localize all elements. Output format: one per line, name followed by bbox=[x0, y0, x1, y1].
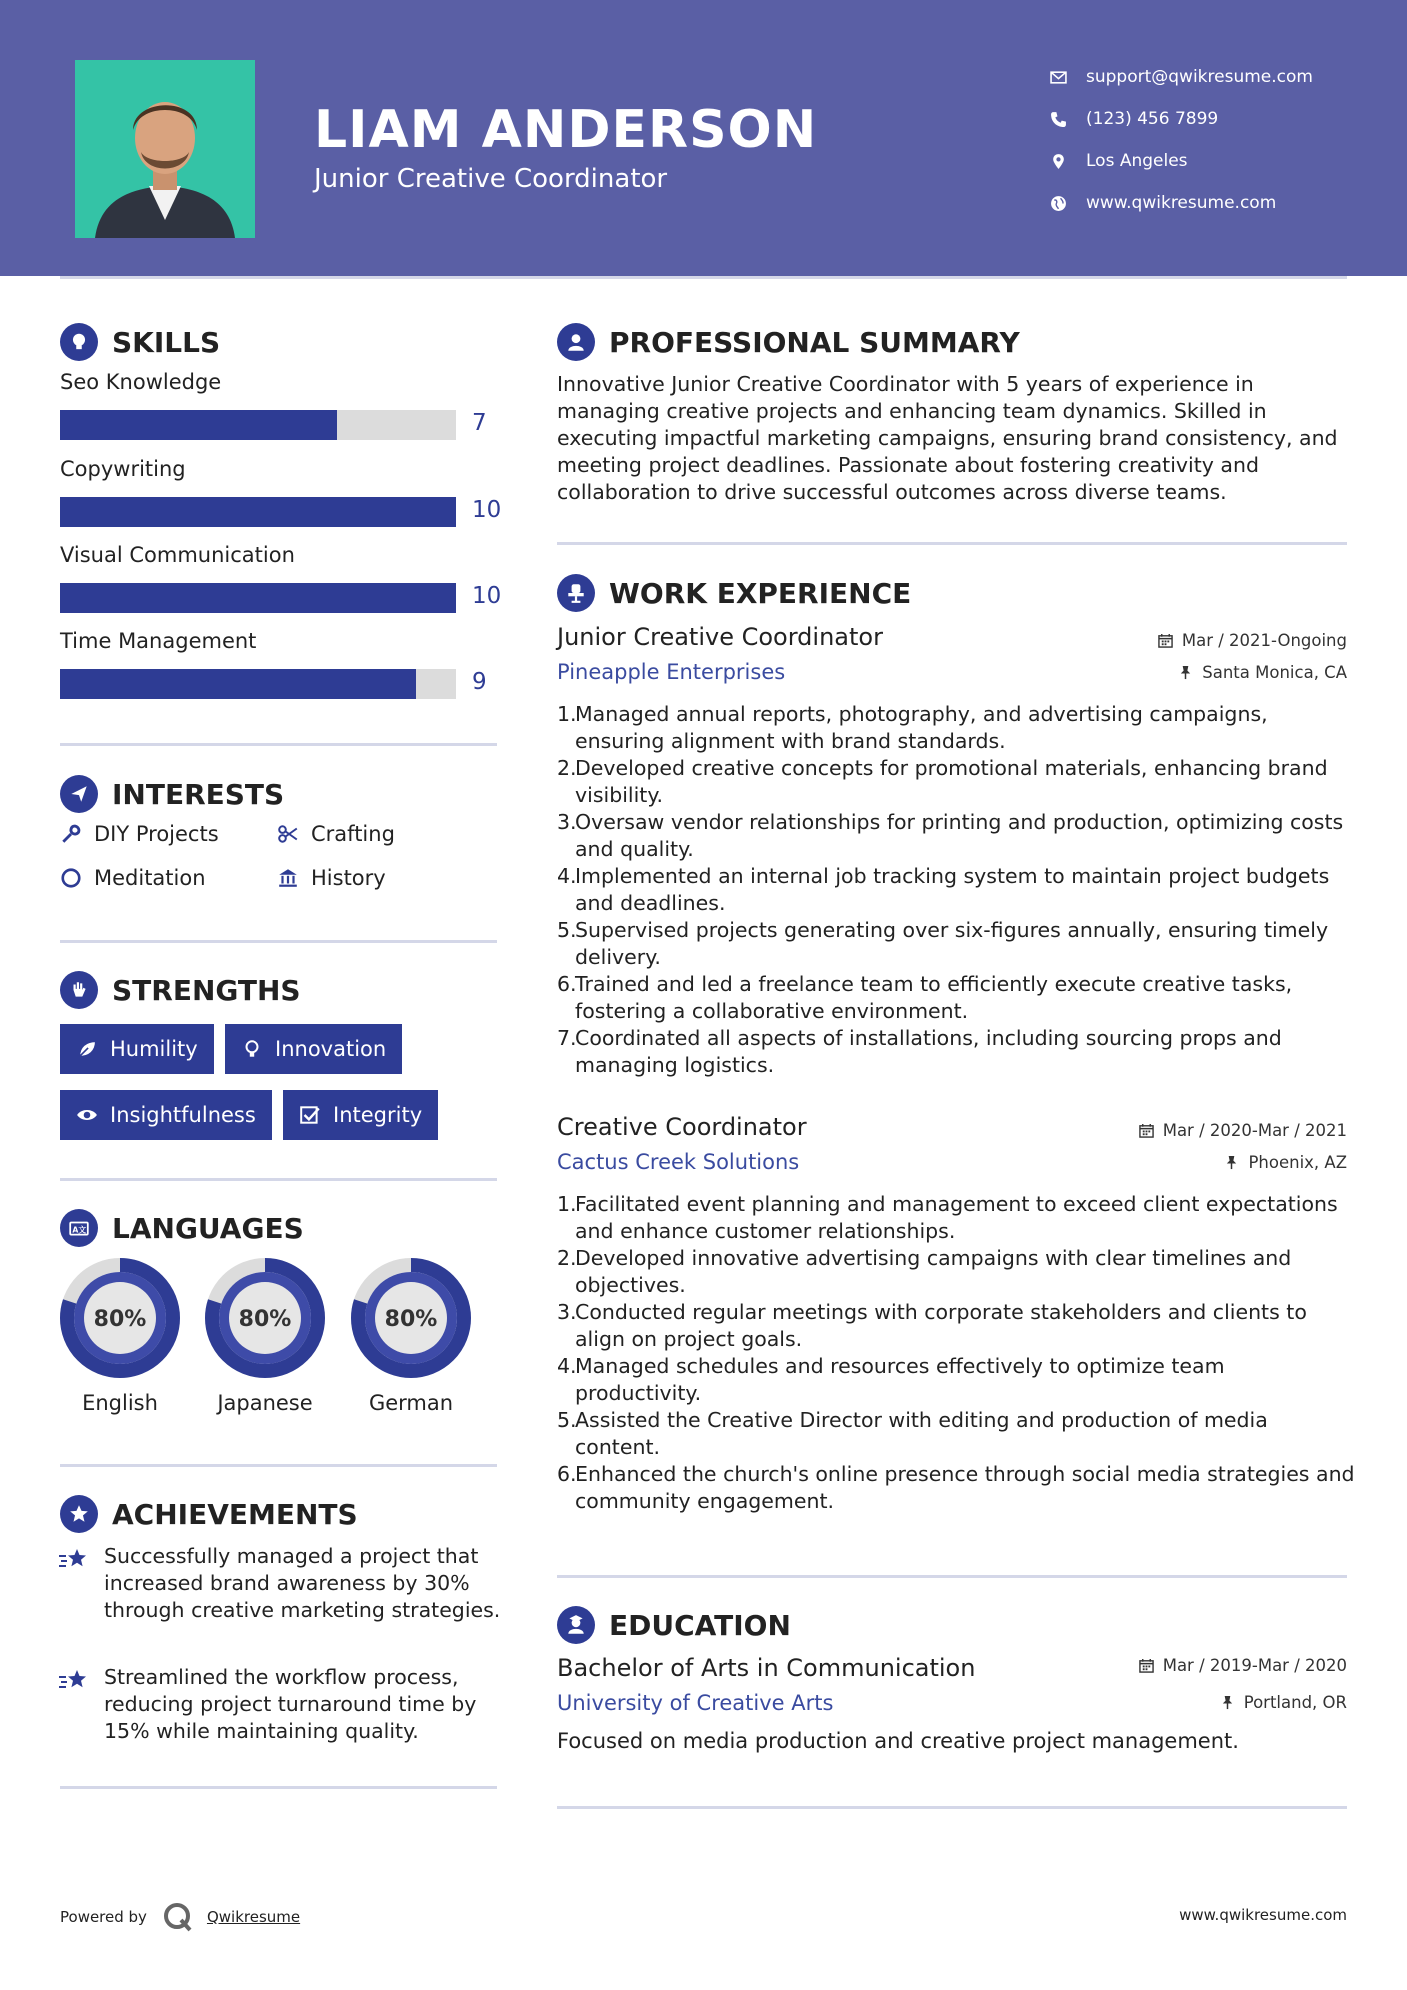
section-divider bbox=[557, 1806, 1347, 1809]
degree-title: Bachelor of Arts in Communication bbox=[557, 1654, 976, 1682]
job-location bbox=[1224, 1153, 1347, 1172]
envelope-icon bbox=[1050, 69, 1086, 86]
list-item: 3. Conducted regular meetings with corporate stakeholders and clients to align on project goals. bbox=[557, 1299, 1357, 1353]
contact-email-text: support@qwikresume.com bbox=[1086, 67, 1313, 87]
interest-item bbox=[277, 822, 395, 846]
section-divider bbox=[557, 542, 1347, 545]
skill-fill bbox=[60, 410, 337, 440]
strength-badge bbox=[283, 1090, 438, 1140]
interest-item bbox=[60, 822, 219, 846]
skill-bar bbox=[60, 583, 456, 613]
strength-badge bbox=[60, 1090, 272, 1140]
strength-label: Integrity bbox=[333, 1103, 423, 1127]
check-square-icon bbox=[299, 1104, 321, 1126]
contact-location bbox=[1050, 140, 1380, 182]
list-item-text: Developed creative concepts for promotional materials, enhancing brand visibility. bbox=[575, 756, 1328, 807]
list-item: 1. Managed annual reports, photography, and advertising campaigns, ensuring alignment with brand standards. bbox=[557, 701, 1357, 755]
section-divider bbox=[60, 1464, 497, 1467]
strengths-heading bbox=[60, 971, 301, 1009]
language-item bbox=[204, 1257, 326, 1415]
list-item: 4. Implemented an internal job tracking system to maintain project budgets and deadlines. bbox=[557, 863, 1357, 917]
skill-value: 10 bbox=[472, 583, 502, 609]
education-date bbox=[1139, 1656, 1347, 1675]
strengths-title: STRENGTHS bbox=[112, 973, 301, 1007]
achievements-heading bbox=[60, 1495, 358, 1533]
leaf-icon bbox=[76, 1038, 98, 1060]
footer-url[interactable]: www.qwikresume.com bbox=[1179, 1906, 1347, 1924]
candidate-role: Junior Creative Coordinator bbox=[314, 164, 668, 194]
calendar-icon bbox=[1139, 1123, 1154, 1138]
languages-heading bbox=[60, 1209, 304, 1247]
skill-value: 10 bbox=[472, 497, 502, 523]
section-divider bbox=[60, 940, 497, 943]
language-ring bbox=[59, 1257, 181, 1379]
powered-by-label: Powered by bbox=[60, 1908, 147, 1926]
list-item: 5. Assisted the Creative Director with editing and production of media content. bbox=[557, 1407, 1357, 1461]
summary-heading bbox=[557, 323, 1020, 361]
lightbulb-icon bbox=[241, 1038, 263, 1060]
strength-label: Insightfulness bbox=[110, 1103, 256, 1127]
skill-item bbox=[60, 629, 500, 699]
list-item-text: Enhanced the church's online presence through social media strategies and community engagement. bbox=[575, 1462, 1355, 1513]
contact-phone[interactable] bbox=[1050, 98, 1380, 140]
job-date bbox=[1158, 631, 1347, 650]
wrench-icon bbox=[60, 823, 82, 845]
graduate-icon bbox=[557, 1606, 595, 1644]
list-item: 4. Managed schedules and resources effectively to optimize team productivity. bbox=[557, 1353, 1357, 1407]
globe-icon bbox=[1050, 195, 1086, 212]
skill-name: Visual Communication bbox=[60, 543, 295, 567]
skill-fill bbox=[60, 583, 456, 613]
header-divider bbox=[60, 276, 1347, 279]
job-responsibilities bbox=[557, 701, 1357, 1079]
language-name: German bbox=[368, 1391, 454, 1415]
company-name: Pineapple Enterprises bbox=[557, 660, 786, 684]
language-percent: 80% bbox=[238, 1307, 292, 1332]
education-date-text: Mar / 2019-Mar / 2020 bbox=[1162, 1656, 1347, 1675]
list-item-text: Conducted regular meetings with corporate stakeholders and clients to align on project goals. bbox=[575, 1300, 1307, 1351]
job-responsibilities bbox=[557, 1191, 1357, 1515]
skill-name: Seo Knowledge bbox=[60, 370, 222, 394]
language-percent: 80% bbox=[93, 1307, 147, 1332]
language-card-icon bbox=[60, 1209, 98, 1247]
contact-list bbox=[1050, 56, 1380, 224]
star-icon bbox=[58, 1664, 104, 1745]
profile-photo bbox=[75, 60, 255, 238]
office-chair-icon bbox=[557, 574, 595, 612]
strength-badge bbox=[225, 1024, 402, 1074]
list-item: 2. Developed creative concepts for promotional materials, enhancing brand visibility. bbox=[557, 755, 1357, 809]
job-location-text: Phoenix, AZ bbox=[1248, 1153, 1347, 1172]
interest-label: Crafting bbox=[311, 822, 395, 846]
list-item: 6. Enhanced the church's online presence through social media strategies and community engagement. bbox=[557, 1461, 1357, 1515]
pushpin-icon bbox=[1224, 1155, 1239, 1170]
achievements-title: ACHIEVEMENTS bbox=[112, 1497, 358, 1531]
language-ring bbox=[204, 1257, 326, 1379]
paper-plane-icon bbox=[60, 775, 98, 813]
skill-name: Copywriting bbox=[60, 457, 186, 481]
list-item-text: Managed annual reports, photography, and advertising campaigns, ensuring alignment with brand standards. bbox=[575, 702, 1268, 753]
list-item: 2. Developed innovative advertising campaigns with clear timelines and objectives. bbox=[557, 1245, 1357, 1299]
achievement-item bbox=[58, 1664, 508, 1745]
list-item: 6. Trained and led a freelance team to efficiently execute creative tasks, fostering a collaborative environment. bbox=[557, 971, 1357, 1025]
contact-website[interactable] bbox=[1050, 182, 1380, 224]
pushpin-icon bbox=[1178, 665, 1193, 680]
strength-label: Humility bbox=[110, 1037, 198, 1061]
language-item bbox=[59, 1257, 181, 1415]
section-divider bbox=[60, 1178, 497, 1181]
job-title: Creative Coordinator bbox=[557, 1113, 807, 1141]
summary-text: Innovative Junior Creative Coordinator with 5 years of experience in managing creative projects and enhancing team dynamics. Skilled in executing impactful marketing campaigns, ensuring brand consistency, and meeting project deadlines. Passionate about fostering creativity and collaboration to drive successful outcomes across diverse teams. bbox=[557, 372, 1338, 504]
star-icon bbox=[58, 1543, 104, 1624]
school-name: University of Creative Arts bbox=[557, 1691, 834, 1715]
achievement-item bbox=[58, 1543, 508, 1624]
calendar-icon bbox=[1139, 1658, 1154, 1673]
list-item-text: Oversaw vendor relationships for printing and production, optimizing costs and quality. bbox=[575, 810, 1344, 861]
contact-phone-text: (123) 456 7899 bbox=[1086, 109, 1219, 129]
contact-location-text: Los Angeles bbox=[1086, 151, 1188, 171]
language-item bbox=[350, 1257, 472, 1415]
list-item-text: Trained and led a freelance team to efficiently execute creative tasks, fostering a collaborative environment. bbox=[575, 972, 1293, 1023]
interest-item bbox=[60, 866, 206, 890]
languages-title: LANGUAGES bbox=[112, 1211, 304, 1245]
eye-icon bbox=[76, 1104, 98, 1126]
svg-text:A文: A文 bbox=[72, 1225, 87, 1235]
education-location bbox=[1220, 1693, 1347, 1712]
skill-item bbox=[60, 543, 500, 613]
interest-item bbox=[277, 866, 386, 890]
candidate-name: LIAM ANDERSON bbox=[314, 100, 818, 160]
skill-bar bbox=[60, 410, 456, 440]
hand-icon bbox=[60, 971, 98, 1009]
footer-powered-by bbox=[60, 1900, 300, 1934]
job-location-text: Santa Monica, CA bbox=[1202, 663, 1347, 682]
list-item: 3. Oversaw vendor relationships for printing and production, optimizing costs and quality. bbox=[557, 809, 1357, 863]
interest-label: History bbox=[311, 866, 386, 890]
skills-title: SKILLS bbox=[112, 325, 221, 359]
section-divider bbox=[60, 1786, 497, 1789]
skill-bar bbox=[60, 497, 456, 527]
education-description: Focused on media production and creative project management. bbox=[557, 1729, 1239, 1753]
interest-label: Meditation bbox=[94, 866, 206, 890]
job-date-text: Mar / 2021-Ongoing bbox=[1181, 631, 1347, 650]
strength-badge bbox=[60, 1024, 214, 1074]
qwikresume-logo-icon bbox=[161, 1900, 195, 1934]
qwikresume-link[interactable]: Qwikresume bbox=[206, 1908, 301, 1926]
education-location-text: Portland, OR bbox=[1243, 1693, 1347, 1712]
list-item: 5. Supervised projects generating over six-figures annually, ensuring timely delivery. bbox=[557, 917, 1357, 971]
section-divider bbox=[60, 743, 497, 746]
skill-item bbox=[60, 457, 500, 527]
list-item: 1. Facilitated event planning and management to exceed client expectations and enhance customer relationships. bbox=[557, 1191, 1357, 1245]
list-item-text: Coordinated all aspects of installations, including sourcing props and managing logistics. bbox=[575, 1026, 1282, 1077]
user-icon bbox=[557, 323, 595, 361]
list-item-text: Developed innovative advertising campaigns with clear timelines and objectives. bbox=[575, 1246, 1292, 1297]
interest-label: DIY Projects bbox=[94, 822, 219, 846]
achievement-text: Successfully managed a project that increased brand awareness by 30% through creative marketing strategies. bbox=[104, 1544, 501, 1622]
list-item-text: Managed schedules and resources effectively to optimize team productivity. bbox=[575, 1354, 1225, 1405]
phone-icon bbox=[1050, 111, 1086, 128]
section-divider bbox=[557, 1575, 1347, 1578]
experience-heading bbox=[557, 574, 911, 612]
language-ring bbox=[350, 1257, 472, 1379]
education-title: EDUCATION bbox=[609, 1608, 791, 1642]
person-portrait-icon bbox=[75, 60, 255, 238]
interests-title: INTERESTS bbox=[112, 777, 285, 811]
job-date-text: Mar / 2020-Mar / 2021 bbox=[1162, 1121, 1347, 1140]
company-name: Cactus Creek Solutions bbox=[557, 1150, 800, 1174]
strength-label: Innovation bbox=[275, 1037, 387, 1061]
scissors-icon bbox=[277, 823, 299, 845]
skill-value: 9 bbox=[472, 669, 487, 695]
skill-bar bbox=[60, 669, 456, 699]
skill-fill bbox=[60, 497, 456, 527]
list-item: 7. Coordinated all aspects of installations, including sourcing props and managing logistics. bbox=[557, 1025, 1357, 1079]
skills-heading bbox=[60, 323, 220, 361]
circle-icon bbox=[60, 867, 82, 889]
list-item-text: Facilitated event planning and management to exceed client expectations and enhance customer relationships. bbox=[575, 1192, 1338, 1243]
contact-email[interactable] bbox=[1050, 56, 1380, 98]
job-title: Junior Creative Coordinator bbox=[557, 623, 883, 651]
skill-fill bbox=[60, 669, 416, 699]
list-item-text: Assisted the Creative Director with editing and production of media content. bbox=[575, 1408, 1268, 1459]
pushpin-icon bbox=[1220, 1695, 1235, 1710]
lightbulb-icon bbox=[60, 323, 98, 361]
skill-name: Time Management bbox=[60, 629, 257, 653]
skill-value: 7 bbox=[472, 410, 487, 436]
skill-item bbox=[60, 370, 500, 440]
job-date bbox=[1139, 1121, 1347, 1140]
language-name: English bbox=[82, 1391, 158, 1415]
job-location bbox=[1178, 663, 1347, 682]
calendar-icon bbox=[1158, 633, 1173, 648]
language-name: Japanese bbox=[217, 1391, 313, 1415]
resume-header bbox=[0, 0, 1407, 276]
star-badge-icon bbox=[60, 1495, 98, 1533]
museum-icon bbox=[277, 867, 299, 889]
contact-website-text: www.qwikresume.com bbox=[1086, 193, 1277, 213]
list-item-text: Implemented an internal job tracking system to maintain project budgets and deadlines. bbox=[575, 864, 1330, 915]
language-percent: 80% bbox=[384, 1307, 438, 1332]
achievement-text: Streamlined the workflow process, reducing project turnaround time by 15% while maintaining quality. bbox=[104, 1665, 477, 1743]
interests-heading bbox=[60, 775, 284, 813]
list-item-text: Supervised projects generating over six-figures annually, ensuring timely delivery. bbox=[575, 918, 1329, 969]
education-heading bbox=[557, 1606, 791, 1644]
experience-title: WORK EXPERIENCE bbox=[609, 576, 912, 610]
map-pin-icon bbox=[1050, 153, 1086, 170]
summary-title: PROFESSIONAL SUMMARY bbox=[609, 325, 1020, 359]
